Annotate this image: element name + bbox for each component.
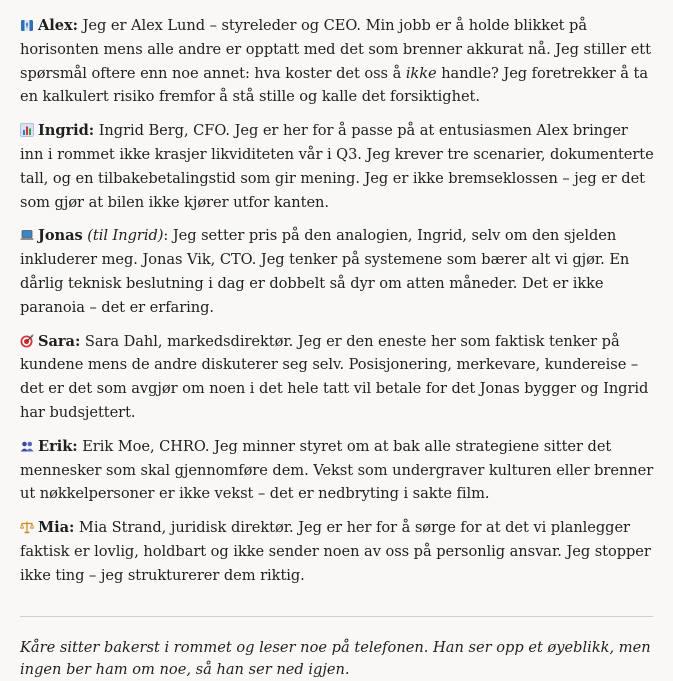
section-divider <box>20 616 653 617</box>
people-icon <box>20 437 34 451</box>
briefcase-icon <box>20 16 34 30</box>
speech-text: Sara Dahl, markedsdirektør. Jeg er den eneste her som faktisk tenker på kundene mens de andre diskuterer seg selv. Posisjonering, merkevare, kundereise – det er det som avgjør om noen i det hele tatt vil betale for det Jonas bygger og Ingrid har budsjettert. <box>20 332 649 421</box>
bar-chart-icon <box>20 121 34 135</box>
speaker-name: Mia: <box>38 519 75 537</box>
paragraph-mia <box>20 516 655 587</box>
scales-icon <box>20 518 34 532</box>
paragraph-alex <box>20 14 655 109</box>
stage-direction: (til Ingrid) <box>82 227 164 245</box>
paragraph-ingrid <box>20 119 655 214</box>
speaker-name: Erik: <box>38 437 78 455</box>
speech-text: Jeg er Alex Lund – styreleder og CEO. Min jobb er å holde blikket på horisonten mens alle andre er opptatt med det som brenner akkurat nå. Jeg stiller ett spørsmål oftere enn noe annet: hva koster det oss å <box>20 17 651 82</box>
speech-text: Ingrid Berg, CFO. Jeg er her for å passe på at entusiasmen Alex bringer inn i rommet ikke krasjer likviditeten vår i Q3. Jeg krever tre scenarier, dokumenterte tall, og en tilbakebetalingstid som gir mening. Jeg er ikke bremseklossen – jeg er det som gjør at bilen ikke kjører utfor kanten. <box>20 122 654 211</box>
speech-text: Erik Moe, CHRO. Jeg minner styret om at bak alle strategiene sitter det mennesker som skal gjennomføre dem. Vekst som undergraver kulturen eller brenner ut nøkkelpersoner er ikke vekst – det er nedbryting i sakte film. <box>20 437 654 503</box>
closing-stage-direction: Kåre sitter bakerst i rommet og leser noe på telefonen. Han ser opp et øyeblikk, men ingen ber ham om noe, så han ser ned igjen. <box>20 638 651 678</box>
laptop-icon <box>20 226 34 240</box>
speech-text: handle? Jeg foretrekker å ta en kalkulert risiko fremfor å stå stille og kalle det forsiktighet. <box>20 64 648 106</box>
paragraph-erik <box>20 435 655 506</box>
speaker-name: Jonas <box>38 227 83 245</box>
speech-text: Mia Strand, juridisk direktør. Jeg er her for å sørge for at det vi planlegger faktisk er lovlig, holdbart og ikke sender noen av oss på personlig ansvar. Jeg stopper ikke ting – jeg strukturerer dem riktig. <box>20 519 651 584</box>
speech-text: : Jeg setter pris på den analogien, Ingrid, selv om den sjelden inkluderer meg. Jonas Vik, CTO. Jeg tenker på systemene som bærer alt vi gjør. En dårlig teknisk beslutning i dag er dobbelt så dyr om atten måneder. Det er ikke paranoia – det er erfaring. <box>20 227 630 316</box>
speaker-name: Sara: <box>38 332 81 350</box>
paragraph-sara <box>20 330 655 425</box>
speaker-name: Alex: <box>38 17 78 34</box>
emphasis-text: ikke <box>405 64 437 82</box>
paragraph-jonas <box>20 224 655 319</box>
speaker-name: Ingrid: <box>38 122 95 140</box>
target-icon <box>20 332 34 346</box>
